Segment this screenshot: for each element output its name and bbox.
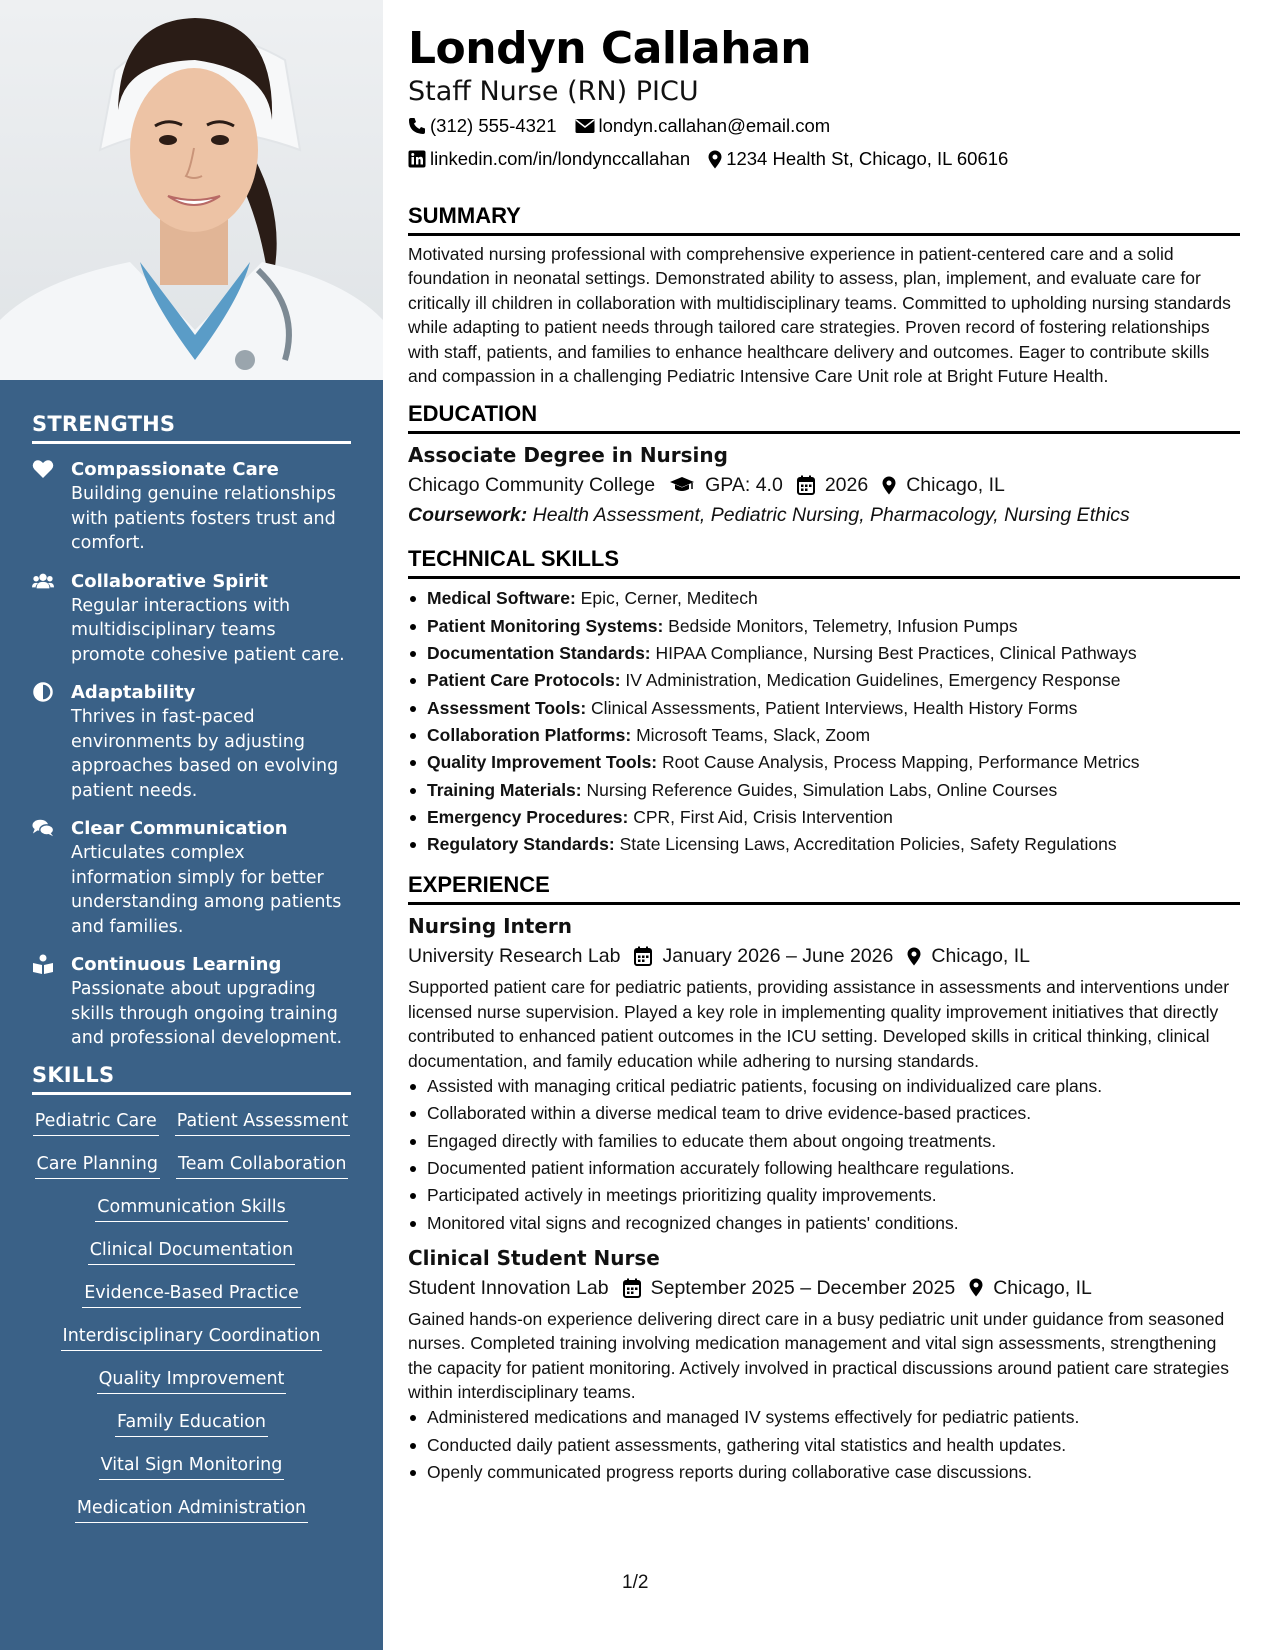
half-circle-icon — [32, 682, 54, 702]
list-item: Engaged directly with families to educate them about ongoing treatments. — [408, 1128, 1240, 1155]
strength-desc: Thrives in fast-paced environments by adjusting approaches based on evolving patient needs. — [71, 707, 339, 801]
job-bullets — [408, 1073, 1240, 1237]
technical-skills-list — [408, 585, 1240, 858]
list-item — [408, 722, 1240, 749]
coursework-label: Coursework: — [408, 504, 528, 527]
school-location-item — [882, 471, 1005, 499]
job-location-item — [969, 1274, 1092, 1302]
strength-desc: Articulates complex information simply for better understanding among patients and families. — [71, 843, 342, 937]
job-bullets — [408, 1404, 1240, 1486]
list-item — [408, 749, 1240, 776]
job-dates-item — [623, 1274, 956, 1302]
linkedin-icon — [408, 150, 426, 168]
grad-year-item — [797, 471, 868, 499]
job-org: University Research Lab — [408, 945, 621, 968]
skill-category: Patient Monitoring Systems: — [427, 615, 664, 636]
list-item: Administered medications and managed IV systems effectively for pediatric patients. — [408, 1404, 1240, 1431]
skills-section — [32, 1063, 351, 1523]
strengths-section — [32, 412, 351, 1051]
phone-icon — [408, 117, 426, 135]
experience-heading: EXPERIENCE — [408, 872, 1240, 905]
list-item — [408, 640, 1240, 667]
list-item — [408, 804, 1240, 831]
summary-text: Motivated nursing professional with comprehensive experience in patient-centered care and a solid foundation in neonatal settings. Demonstrated ability to assess, plan, implement, and evaluate care for critically ill children in collaboration with multidisciplinary teams. Committed to upholding nursing standards while adapting to patient needs through tailored care strategies. Proven record of fostering relationships with staff, patients, and families to enhance healthcare delivery and outcomes. Eager to contribute skills and compassion in a challenging Pediatric Intensive Care Unit role at Bright Future Health. — [408, 244, 1231, 387]
envelope-icon — [575, 118, 595, 134]
technical-skills-section — [408, 546, 1240, 858]
list-item — [408, 777, 1240, 804]
skill-tag: Team Collaboration — [176, 1152, 348, 1179]
strength-item — [32, 817, 351, 939]
skill-category: Regulatory Standards: — [427, 834, 615, 855]
skill-tag: Care Planning — [35, 1152, 160, 1179]
email-contact[interactable] — [575, 113, 831, 139]
strength-title: Collaborative Spirit — [71, 570, 268, 592]
skill-tag: Vital Sign Monitoring — [99, 1453, 285, 1480]
comments-icon — [32, 818, 54, 838]
map-pin-icon — [907, 947, 921, 966]
skill-tag: Family Education — [115, 1410, 268, 1437]
profile-photo — [0, 0, 383, 380]
list-item — [408, 831, 1240, 858]
job-dates-item — [634, 942, 893, 970]
list-item: Participated actively in meetings prioritizing quality improvements. — [408, 1182, 1240, 1209]
strength-item — [32, 458, 351, 556]
strength-item — [32, 570, 351, 668]
list-item — [408, 613, 1240, 640]
address-text: 1234 Health St, Chicago, IL 60616 — [726, 148, 1009, 169]
summary-heading: SUMMARY — [408, 203, 1240, 236]
sidebar — [0, 0, 383, 1650]
skill-category: Collaboration Platforms: — [427, 724, 632, 745]
map-pin-icon — [969, 1278, 983, 1297]
job-entry — [408, 913, 1240, 1236]
contact-row — [408, 113, 1240, 139]
skill-values: CPR, First Aid, Crisis Intervention — [633, 806, 893, 827]
heart-icon — [32, 459, 54, 479]
job-description: Supported patient care for pediatric patients, providing assistance in assessments and interventions under licensed nurse supervision. Played a key role in implementing quality improvement initiatives that directly contributed to enhanced patient outcomes in the ICU setting. Developed skills in critical thinking, clinical documentation, and family education while adhering to nursing standards. — [408, 977, 1230, 1071]
school-name: Chicago Community College — [408, 474, 656, 497]
skill-tag: Communication Skills — [95, 1195, 287, 1222]
main-content — [408, 22, 1240, 1486]
strength-item — [32, 681, 351, 803]
email-text[interactable]: londyn.callahan@email.com — [598, 115, 831, 136]
job-location: Chicago, IL — [993, 1276, 1092, 1299]
strength-title: Adaptability — [71, 682, 196, 703]
job-org: Student Innovation Lab — [408, 1276, 609, 1299]
skills-list — [32, 1109, 351, 1523]
strength-desc: Regular interactions with multidisciplinary teams promote cohesive patient care. — [71, 595, 345, 665]
skill-values: Root Cause Analysis, Process Mapping, Performance Metrics — [662, 752, 1140, 773]
list-item: Openly communicated progress reports during collaborative case discussions. — [408, 1459, 1240, 1486]
skill-tag: Interdisciplinary Coordination — [61, 1324, 323, 1351]
degree-name: Associate Degree in Nursing — [408, 443, 728, 468]
strength-title: Clear Communication — [71, 818, 288, 839]
skill-tag: Clinical Documentation — [88, 1238, 296, 1265]
candidate-name: Londyn Callahan — [408, 23, 812, 74]
skill-category: Patient Care Protocols: — [427, 670, 621, 691]
list-item — [408, 695, 1240, 722]
skill-values: Nursing Reference Guides, Simulation Labs, Online Courses — [586, 779, 1058, 800]
technical-skills-heading: TECHNICAL SKILLS — [408, 546, 1240, 579]
strengths-heading: STRENGTHS — [32, 412, 351, 444]
candidate-title: Staff Nurse (RN) PICU — [408, 76, 699, 107]
map-pin-icon — [708, 150, 722, 169]
list-item: Conducted daily patient assessments, gathering vital statistics and health updates. — [408, 1432, 1240, 1459]
job-entry — [408, 1245, 1240, 1487]
list-item — [408, 585, 1240, 612]
linkedin-text[interactable]: linkedin.com/in/londynccallahan — [430, 148, 691, 169]
map-pin-icon — [882, 476, 896, 495]
coursework-line — [408, 501, 1240, 529]
skill-values: IV Administration, Medication Guidelines, Emergency Response — [625, 670, 1121, 691]
skill-values: Bedside Monitors, Telemetry, Infusion Pumps — [668, 615, 1018, 636]
portrait-image — [0, 0, 383, 380]
address-contact — [708, 146, 1008, 172]
skill-tag: Evidence-Based Practice — [82, 1281, 301, 1308]
grad-year-text: 2026 — [824, 474, 869, 497]
gpa-text: GPA: 4.0 — [705, 474, 783, 497]
skill-category: Quality Improvement Tools: — [427, 752, 658, 773]
strength-desc: Passionate about upgrading skills through ongoing training and professional development. — [71, 979, 343, 1048]
job-meta — [408, 1274, 1240, 1302]
skill-values: Microsoft Teams, Slack, Zoom — [636, 724, 871, 745]
skill-tag: Quality Improvement — [97, 1367, 287, 1394]
strength-desc: Building genuine relationships with patients fosters trust and comfort. — [71, 484, 336, 553]
linkedin-contact[interactable] — [408, 146, 690, 172]
skill-category: Medical Software: — [427, 588, 576, 609]
experience-section — [408, 872, 1240, 1486]
job-location: Chicago, IL — [931, 945, 1031, 968]
job-meta — [408, 942, 1240, 970]
book-reader-icon — [32, 954, 54, 974]
strength-title: Continuous Learning — [71, 954, 282, 975]
education-heading: EDUCATION — [408, 401, 1240, 434]
skill-values: Clinical Assessments, Patient Interviews, Health History Forms — [591, 697, 1078, 718]
job-description: Gained hands-on experience delivering direct care in a busy pediatric unit under guidance from seasoned nurses. Completed training involving medication management and vital sign assessments, strengthening the capacity for patient monitoring. Actively involved in practical discussions around patient care strategies within interdisciplinary teams. — [408, 1308, 1229, 1403]
skill-category: Assessment Tools: — [427, 697, 587, 718]
strength-title: Compassionate Care — [71, 459, 279, 480]
skill-values: Epic, Cerner, Meditech — [580, 588, 758, 609]
job-role: Nursing Intern — [408, 914, 573, 939]
list-item: Monitored vital signs and recognized changes in patients' conditions. — [408, 1210, 1240, 1237]
users-icon — [32, 571, 54, 591]
summary-section — [408, 203, 1240, 388]
list-item — [408, 667, 1240, 694]
skill-category: Training Materials: — [427, 779, 582, 800]
graduation-cap-icon — [669, 476, 695, 494]
job-role: Clinical Student Nurse — [408, 1245, 660, 1270]
phone-text: (312) 555-4321 — [430, 115, 557, 136]
contact-row-2 — [408, 146, 1240, 172]
school-location-text: Chicago, IL — [906, 474, 1005, 497]
gpa-item — [669, 471, 783, 499]
list-item: Collaborated within a diverse medical team to drive evidence-based practices. — [408, 1100, 1240, 1127]
phone-contact — [408, 113, 557, 139]
page-number: 1/2 — [622, 1572, 649, 1593]
education-section — [408, 401, 1240, 529]
skill-tag: Medication Administration — [75, 1496, 308, 1523]
skill-tag: Patient Assessment — [175, 1109, 350, 1136]
strength-item — [32, 953, 351, 1051]
coursework-text: Health Assessment, Pediatric Nursing, Pharmacology, Nursing Ethics — [532, 504, 1130, 527]
skill-values: HIPAA Compliance, Nursing Best Practices, Clinical Pathways — [655, 643, 1137, 664]
skill-category: Emergency Procedures: — [427, 806, 629, 827]
skill-values: State Licensing Laws, Accreditation Policies, Safety Regulations — [619, 834, 1117, 855]
list-item: Assisted with managing critical pediatric patients, focusing on individualized care plans. — [408, 1073, 1240, 1100]
skills-heading: SKILLS — [32, 1063, 351, 1095]
education-meta — [408, 471, 1240, 499]
job-dates: January 2026 – June 2026 — [662, 945, 894, 968]
list-item: Documented patient information accurately following healthcare regulations. — [408, 1155, 1240, 1182]
calendar-icon — [623, 1278, 641, 1298]
skill-category: Documentation Standards: — [427, 643, 651, 664]
job-location-item — [907, 942, 1030, 970]
job-dates: September 2025 – December 2025 — [650, 1276, 956, 1299]
skill-tag: Pediatric Care — [33, 1109, 159, 1136]
calendar-icon — [797, 475, 815, 495]
calendar-icon — [634, 946, 652, 966]
